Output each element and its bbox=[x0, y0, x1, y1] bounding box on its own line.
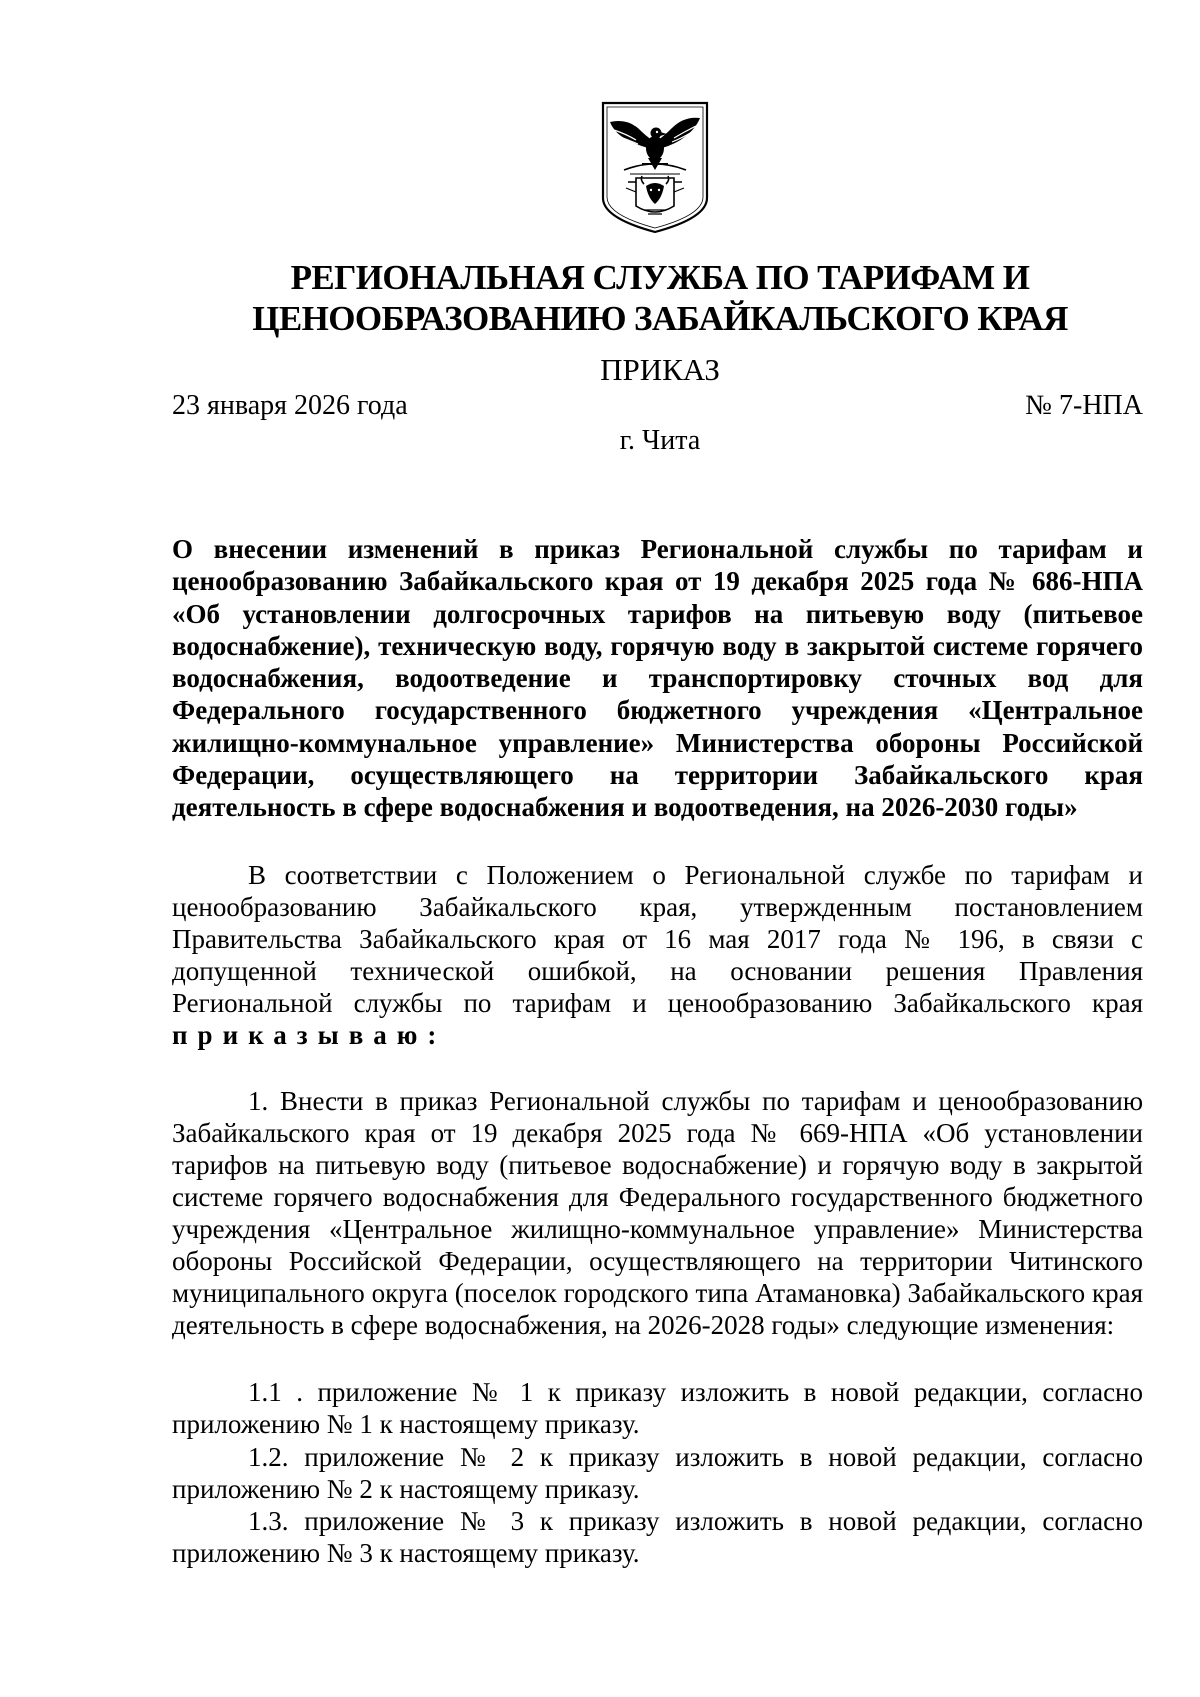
item-1-3: 1.3. приложение № 3 к приказу изложить в новой редакции, согласно приложению № 3 к настоящему приказу. bbox=[172, 1506, 1143, 1568]
organization-title: РЕГИОНАЛЬНАЯ СЛУЖБА ПО ТАРИФАМ И ЦЕНООБРАЗОВАНИЮ ЗАБАЙКАЛЬСКОГО КРАЯ bbox=[252, 258, 1068, 338]
document-subject: О внесении изменений в приказ Региональной службы по тарифам и ценообразованию Забайкальского края от 19 декабря 2025 года № 686-НПА «Об установлении долгосрочных тарифов на питьевую воду (питьевое водоснабжение), техническую воду, горячую воду в закрытой системе горячего водоснабжения, водоотведение и транспортировку сточных вод для Федерального государственного бюджетного учреждения «Центральное жилищно-коммунальное управление» Министерства обороны Российской Федерации, осуществляющего на территории Забайкальского края деятельность в сфере водоснабжения и водоотведения, на 2026-2030 годы» bbox=[172, 534, 1143, 823]
preamble-paragraph bbox=[172, 859, 1143, 1051]
document-date: 23 января 2026 года bbox=[172, 390, 408, 421]
item-1-2: 1.2. приложение № 2 к приказу изложить в новой редакции, согласно приложению № 2 к настоящему приказу. bbox=[172, 1442, 1143, 1504]
document-city: г. Чита bbox=[619, 425, 701, 456]
document-type: ПРИКАЗ bbox=[600, 352, 720, 387]
document-number: № 7-НПА bbox=[1025, 390, 1143, 421]
preamble-text: В соответствии с Положением о Региональной службе по тарифам и ценообразованию Забайкальского края, утвержденным постановлением Правительства Забайкальского края от 16 мая 2017 года № 196, в связи с допущенной технической ошибкой, на основании решения Правления Региональной службы по тарифам и ценообразованию Забайкальского края bbox=[172, 860, 1143, 1018]
item-1-1: 1.1 . приложение № 1 к приказу изложить в новой редакции, согласно приложению № 1 к настоящему приказу. bbox=[172, 1377, 1143, 1439]
coat-of-arms-icon bbox=[600, 100, 710, 235]
item-1: 1. Внести в приказ Региональной службы по тарифам и ценообразованию Забайкальского края от 19 декабря 2025 года № 669-НПА «Об установлении тарифов на питьевую воду (питьевое водоснабжение) и горячую воду в закрытой системе горячего водоснабжения для Федерального государственного бюджетного учреждения «Центральное жилищно-коммунальное управление» Министерства обороны Российской Федерации, осуществляющего на территории Читинского муниципального округа (поселок городского типа Атамановка) Забайкальского края деятельность в сфере водоснабжения, на 2026-2028 годы» следующие изменения: bbox=[172, 1086, 1143, 1340]
order-word: приказываю: bbox=[172, 1020, 447, 1050]
